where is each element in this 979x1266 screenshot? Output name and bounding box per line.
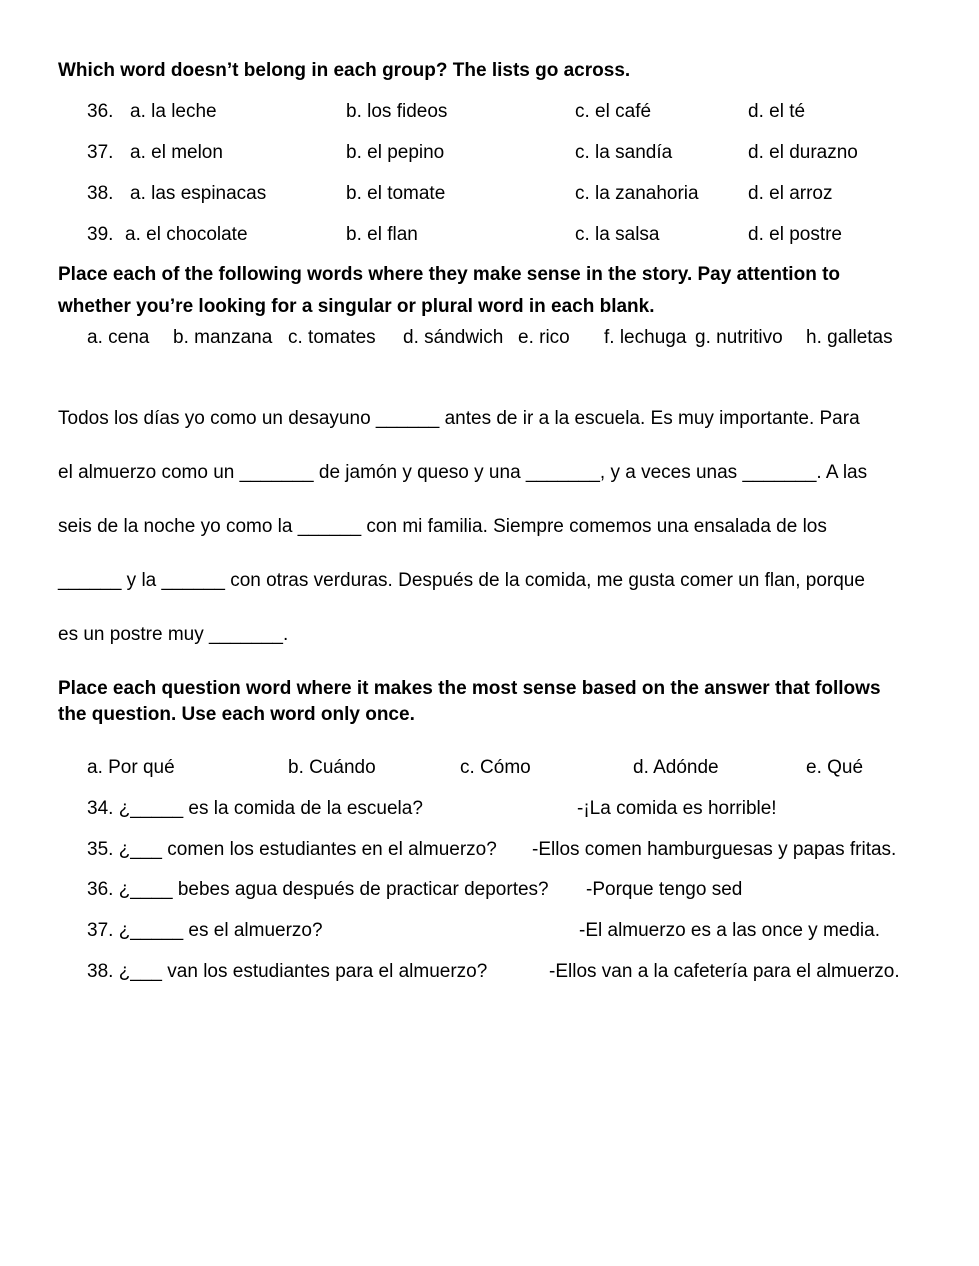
word-bank-item: c. tomates — [288, 327, 376, 348]
section1-instruction: Which word doesn’t belong in each group? The lists go across. — [58, 60, 631, 81]
word-bank-item: c. Cómo — [460, 757, 531, 778]
answer-text: -Ellos comen hamburguesas y papas fritas. — [532, 839, 897, 860]
item-number: 38. — [87, 183, 114, 204]
list-item — [0, 142, 979, 168]
option-a: a. las espinacas — [130, 183, 267, 204]
option-c: c. la salsa — [575, 224, 660, 245]
list-item — [0, 183, 979, 209]
answer-text: -¡La comida es horrible! — [577, 798, 777, 819]
answer-text: -El almuerzo es a las once y media. — [579, 920, 880, 941]
word-bank-item: d. sándwich — [403, 327, 504, 348]
question-text: 35. ¿___ comen los estudiantes en el almuerzo? — [87, 839, 497, 860]
story-line: es un postre muy _______. — [58, 624, 289, 645]
story-line: seis de la noche yo como la ______ con mi familia. Siempre comemos una ensalada de los — [58, 516, 827, 537]
option-b: b. el pepino — [346, 142, 445, 163]
option-b: b. el flan — [346, 224, 418, 245]
option-a: a. el melon — [130, 142, 223, 163]
answer-text: -Porque tengo sed — [586, 879, 743, 900]
option-d: d. el té — [748, 101, 806, 122]
option-c: c. la sandía — [575, 142, 673, 163]
word-bank-item: b. manzana — [173, 327, 273, 348]
answer-text: -Ellos van a la cafetería para el almuerzo. — [549, 961, 900, 982]
question-text: 36. ¿____ bebes agua después de practicar deportes? — [87, 879, 549, 900]
option-c: c. la zanahoria — [575, 183, 699, 204]
section3-instruction-line1: Place each question word where it makes the most sense based on the answer that follows — [58, 678, 881, 699]
word-bank — [0, 757, 979, 783]
question-row — [0, 879, 979, 905]
option-b: b. los fideos — [346, 101, 448, 122]
story-line: el almuerzo como un _______ de jamón y queso y una _______, y a veces unas _______. A las — [58, 462, 868, 483]
list-item — [0, 101, 979, 127]
option-c: c. el café — [575, 101, 652, 122]
question-text: 38. ¿___ van los estudiantes para el almuerzo? — [87, 961, 488, 982]
word-bank-item: d. Adónde — [633, 757, 719, 778]
question-row — [0, 961, 979, 987]
option-a: a. el chocolate — [125, 224, 248, 245]
item-number: 36. — [87, 101, 114, 122]
word-bank-item: f. lechuga — [604, 327, 687, 348]
list-item — [0, 224, 979, 250]
word-bank-item: a. Por qué — [87, 757, 175, 778]
section2-instruction-line1: Place each of the following words where they make sense in the story. Pay attention to — [58, 264, 841, 285]
word-bank — [0, 327, 979, 353]
word-bank-item: h. galletas — [806, 327, 893, 348]
item-number: 39. — [87, 224, 114, 245]
question-text: 34. ¿_____ es la comida de la escuela? — [87, 798, 423, 819]
question-row — [0, 839, 979, 865]
word-bank-item: g. nutritivo — [695, 327, 783, 348]
option-b: b. el tomate — [346, 183, 446, 204]
story-line: ______ y la ______ con otras verduras. Después de la comida, me gusta comer un flan, porque — [58, 570, 865, 591]
option-a: a. la leche — [130, 101, 217, 122]
word-bank-item: a. cena — [87, 327, 150, 348]
section3-instruction-line2: the question. Use each word only once. — [58, 704, 415, 725]
item-number: 37. — [87, 142, 114, 163]
option-d: d. el durazno — [748, 142, 858, 163]
question-row — [0, 798, 979, 824]
question-text: 37. ¿_____ es el almuerzo? — [87, 920, 323, 941]
story-line: Todos los días yo como un desayuno ______ antes de ir a la escuela. Es muy importante. Para — [58, 408, 860, 429]
word-bank-item: b. Cuándo — [288, 757, 376, 778]
section2-instruction-line2: whether you’re looking for a singular or plural word in each blank. — [58, 296, 655, 317]
option-d: d. el postre — [748, 224, 842, 245]
word-bank-item: e. Qué — [806, 757, 864, 778]
word-bank-item: e. rico — [518, 327, 570, 348]
question-row — [0, 920, 979, 946]
option-d: d. el arroz — [748, 183, 833, 204]
